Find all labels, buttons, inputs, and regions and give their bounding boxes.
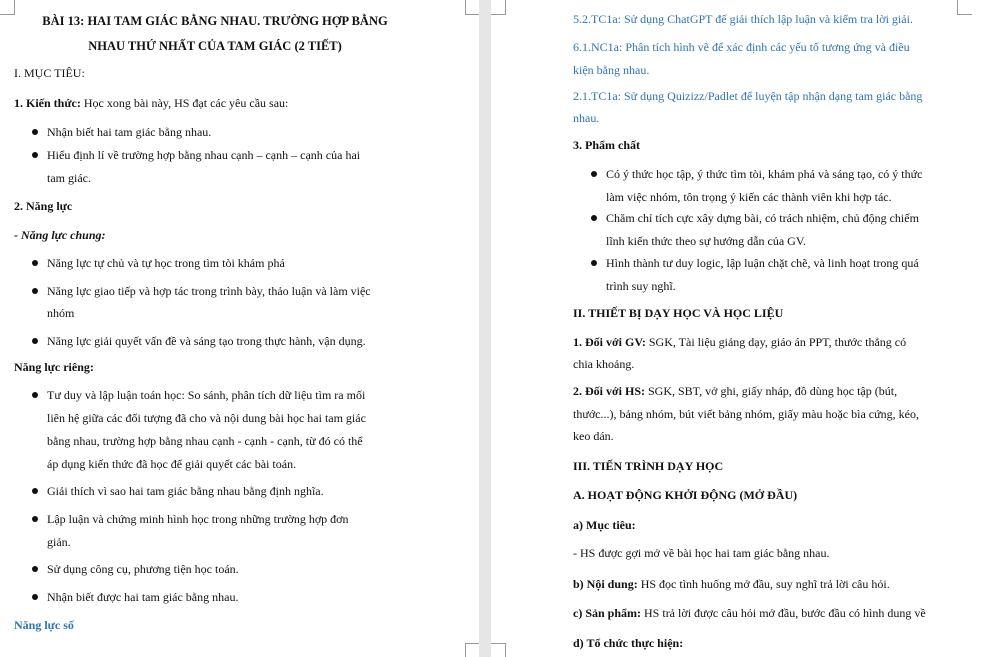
bullet-icon xyxy=(32,152,38,158)
crop-mark xyxy=(0,0,15,15)
digital-competency-item: 5.2.TC1a: Sử dụng ChatGPT để giải thích lập luận và kiểm tra lời giải. xyxy=(573,12,913,26)
digital-competency-item: 6.1.NC1a: Phân tích hình vẽ để xác định các yếu tố tương ứng và điều xyxy=(573,40,910,54)
student-text-cont: keo dán. xyxy=(573,429,614,443)
knowledge-label: 1. Kiến thức: xyxy=(14,96,81,110)
specific-item: Lập luận và chứng minh hình học trong những trường hợp đơn xyxy=(47,512,349,526)
bullet-icon xyxy=(32,516,38,522)
content-text: HS đọc tình huống mở đầu, suy nghĩ trả lời câu hỏi. xyxy=(640,577,890,591)
knowledge-text: Học xong bài này, HS đạt các yêu cầu sau: xyxy=(83,96,289,110)
bullet-icon xyxy=(32,260,38,266)
quality-item: Hình thành tư duy logic, lập luận chặt chẽ, và linh hoạt trong quá xyxy=(606,256,919,270)
quality-item: Có ý thức học tập, ý thức tìm tòi, khám phá và sáng tạo, có ý thức xyxy=(606,167,923,181)
teacher-equipment xyxy=(573,335,906,349)
crop-mark xyxy=(957,0,972,15)
bullet-icon xyxy=(591,260,597,266)
bullet-icon xyxy=(591,171,597,177)
general-item: Năng lực giao tiếp và hợp tác trong trình bày, thảo luận và làm việc xyxy=(47,284,371,298)
bullet-icon xyxy=(32,129,38,135)
digital-competency-item-cont: kiện bằng nhau. xyxy=(573,63,650,77)
bullet-icon xyxy=(32,594,38,600)
ability-heading: 2. Năng lực xyxy=(14,199,73,213)
lesson-title-line1: BÀI 13: HAI TAM GIÁC BẰNG NHAU. TRƯỜNG HỢP BẰNG xyxy=(42,14,388,28)
digital-competency-item: 2.1.TC1a: Sử dụng Quizizz/Padlet để luyện tập nhận dạng tam giác bằng xyxy=(573,89,923,103)
knowledge-item-cont: tam giác. xyxy=(47,171,91,185)
specific-item: Giải thích vì sao hai tam giác bằng nhau bằng định nghĩa. xyxy=(47,484,324,498)
bullet-icon xyxy=(32,288,38,294)
student-label: 2. Đối với HS: xyxy=(573,384,645,398)
bullet-icon xyxy=(32,338,38,344)
quality-item-cont: lĩnh kiến thức theo sự hướng dẫn của GV. xyxy=(606,234,806,248)
product-text: HS trả lời được câu hỏi mở đầu, bước đầu có hình dung về xyxy=(644,606,926,620)
content-line xyxy=(573,577,890,591)
general-item-cont: nhóm xyxy=(47,306,75,320)
product-label: c) Sản phẩm: xyxy=(573,606,642,620)
specific-item-cont: giản. xyxy=(47,535,71,549)
digital-competency-item-cont: nhau. xyxy=(573,111,600,125)
teacher-text-cont: chia khoảng. xyxy=(573,357,635,371)
specific-item-cont: liên hệ giữa các đối tượng đã cho và nội dung bài học hai tam giác xyxy=(47,411,366,425)
general-item: Năng lực giải quyết vấn đề và sáng tạo trong thực hành, vận dụng. xyxy=(47,334,366,348)
bullet-icon xyxy=(32,566,38,572)
crop-mark xyxy=(465,0,479,15)
lesson-title-line2: NHAU THỨ NHẤT CỦA TAM GIÁC (2 TIẾT) xyxy=(88,39,342,53)
content-label: b) Nội dung: xyxy=(573,577,638,591)
objective-label: a) Mục tiêu: xyxy=(573,518,636,532)
specific-item-cont: áp dụng kiến thức đã học để giải quyết các bài toán. xyxy=(47,457,297,471)
knowledge-heading xyxy=(14,96,288,110)
student-equipment xyxy=(573,384,897,398)
product-line xyxy=(573,606,926,620)
section-objectives: I. MỤC TIÊU: xyxy=(14,66,85,80)
general-ability-heading: - Năng lực chung: xyxy=(14,228,106,242)
quality-heading: 3. Phẩm chất xyxy=(573,138,640,152)
student-text-cont: thước...), bảng nhóm, bút viết bảng nhóm, giấy màu hoặc bìa cứng, kéo, xyxy=(573,407,919,421)
knowledge-item: Nhận biết hai tam giác bằng nhau. xyxy=(47,125,212,139)
specific-item: Nhận biết được hai tam giác bằng nhau. xyxy=(47,590,239,604)
document-page-right xyxy=(491,0,981,657)
crop-mark xyxy=(491,643,506,657)
specific-item: Sử dụng công cụ, phương tiện học toán. xyxy=(47,562,239,576)
quality-item-cont: trình suy nghĩ. xyxy=(606,279,676,293)
bullet-icon xyxy=(591,215,597,221)
teacher-label: 1. Đối với GV: xyxy=(573,335,646,349)
bullet-icon xyxy=(32,392,38,398)
organization-label: d) Tổ chức thực hiện: xyxy=(573,636,684,650)
bullet-icon xyxy=(32,488,38,494)
specific-item-cont: bằng nhau, trường hợp bằng nhau cạnh - cạnh - cạnh, từ đó có thể xyxy=(47,434,363,448)
crop-mark xyxy=(491,0,506,15)
crop-mark xyxy=(465,643,479,657)
specific-ability-heading: Năng lực riêng: xyxy=(14,360,94,374)
student-text: SGK, SBT, vở ghi, giấy nháp, đồ dùng học tập (bút, xyxy=(647,384,898,398)
specific-item: Tư duy và lập luận toán học: So sánh, phân tích dữ liệu tìm ra mối xyxy=(47,388,366,402)
general-item: Năng lực tự chủ và tự học trong tìm tòi khám phá xyxy=(47,256,285,270)
knowledge-item: Hiểu định lí về trường hợp bằng nhau cạnh – cạnh – cạnh của hai xyxy=(47,148,361,162)
section-activity-a: A. HOẠT ĐỘNG KHỞI ĐỘNG (MỞ ĐẦU) xyxy=(573,488,798,502)
quality-item-cont: làm việc nhóm, tôn trọng ý kiến các thành viên khi hợp tác. xyxy=(606,190,892,204)
quality-item: Chăm chỉ tích cực xây dựng bài, có trách nhiệm, chủ động chiếm xyxy=(606,211,919,225)
objective-text: - HS được gợi mở về bài học hai tam giác bằng nhau. xyxy=(573,546,830,560)
section-process: III. TIẾN TRÌNH DẠY HỌC xyxy=(573,459,724,473)
teacher-text: SGK, Tài liệu giảng dạy, giáo án PPT, thước thẳng có xyxy=(648,335,907,349)
digital-ability-heading: Năng lực số xyxy=(14,618,74,632)
section-equipment: II. THIẾT BỊ DẠY HỌC VÀ HỌC LIỆU xyxy=(573,306,784,320)
document-page-left xyxy=(0,0,479,657)
